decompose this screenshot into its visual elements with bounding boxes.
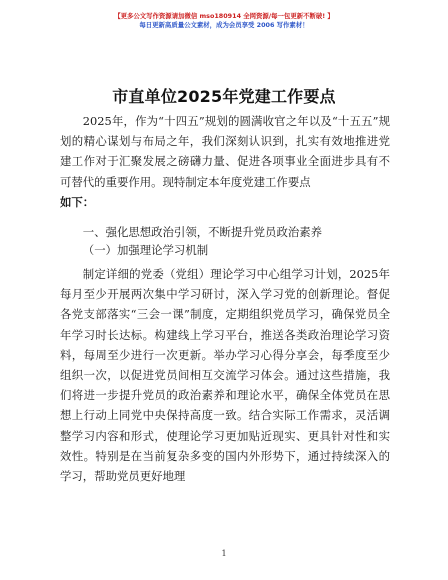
intro-text: 2025年，作为“十四五”规划的圆满收官之年以及“十五五”规划的精心谋划与布局之年，我们深刻认识到，扎实有效地推进党建工作对于汇聚发展之磅礴力量、促进各项事业全面进步具有不可替代的重要作用。现特制定本年度党建工作要点 xyxy=(60,114,390,189)
body-text: 制定详细的党委（党组）理论学习中心组学习计划，2025年每月至少开展两次集中学习研讨，深入学习党的创新理论。督促各党支部落实“三会一课”制度，定期组织党员学习，确保党员全年学习时长达标。构建线上学习平台，推送各类政治理论学习资料，每周至少进行一次更新。举办学习心得分享会，每季度至少组织一次，以促进党员间相互交流学习体会。通过这些措施，我们将进一步提升党员的政治素养和理论水平，确保全体党员在思想上行动上同党中央保持高度一致。结合实际工作需求，灵活调整学习内容和形式，使理论学习更加贴近现实、更具针对性和实效性。特别是在当前复杂多变的国内外形势下，通过持续深入的学习，帮助党员更好地理 xyxy=(60,267,390,484)
promo-banner-line-1: 【更多公文写作资源请加微信 mso180914 全网资源/每一包更新不断破! 】 xyxy=(114,12,334,20)
promo-banner xyxy=(0,12,448,30)
page-number: 1 xyxy=(221,549,227,558)
intro-suffix: 如下： xyxy=(60,194,95,209)
promo-banner-line-2: 每日更新高质量公文素材，成为会员享受 2006 写作素材！ xyxy=(139,21,309,29)
body-paragraph xyxy=(60,264,390,486)
section-heading-1: 一、强化思想政治引领，不断提升党员政治素养 xyxy=(82,225,323,239)
subsection-heading-1: （一）加强理论学习机制 xyxy=(82,243,209,257)
intro-paragraph xyxy=(60,111,390,212)
document-title: 市直单位2025年党建工作要点 xyxy=(112,87,336,106)
